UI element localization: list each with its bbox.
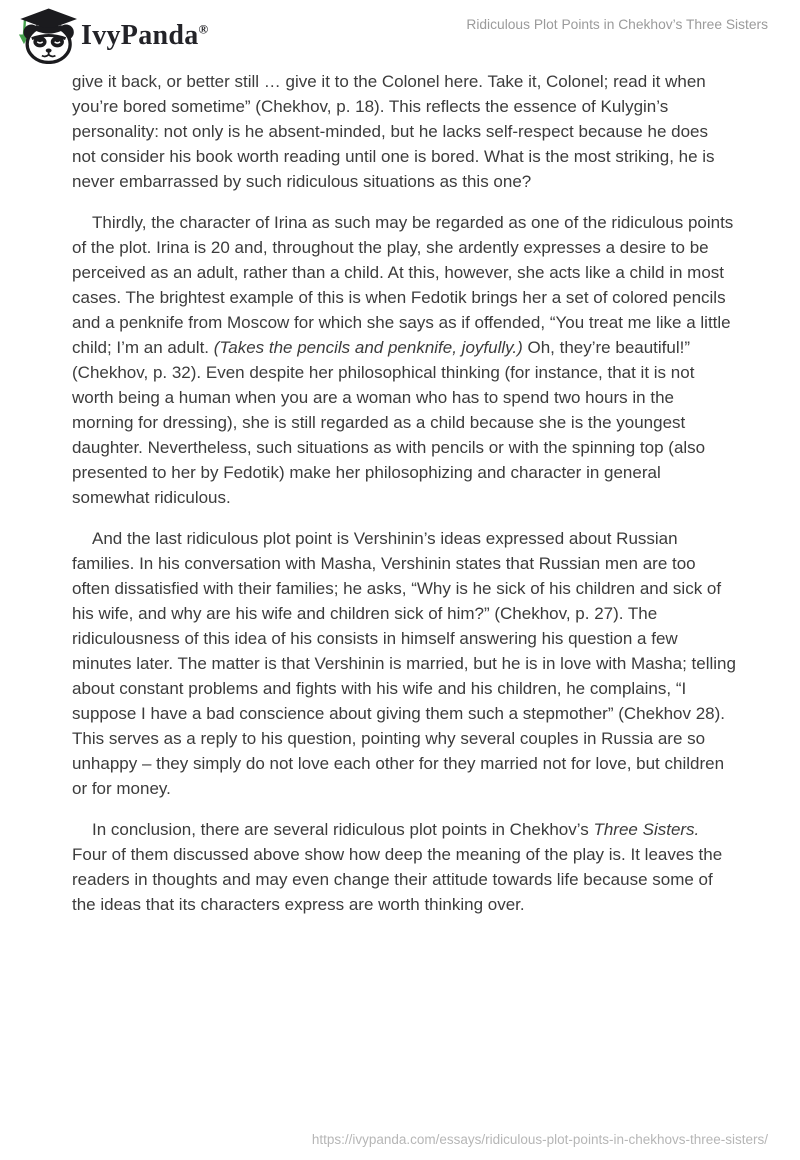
paragraph-text-segment: In conclusion, there are several ridiculous plot points in Chekhov’s (92, 820, 594, 839)
source-url-link[interactable]: https://ivypanda.com/essays/ridiculous-plot-points-in-chekhovs-three-sisters/ (311, 1132, 768, 1147)
paragraph-text-segment: Thirdly, the character of Irina as such may be regarded as one of the ridiculous points of the plot. Irina is 20 and, throughout the play, she ardently expresses a desire to be perceived as an adult, rather than a child. At this, however, she acts like a child in most cases. The brightest example of this is when Fedotik brings her a set of colored pencils and a penknife from Moscow for which she says as if offended, “You treat me like a little child; I’m an adult. (72, 213, 734, 357)
essay-paragraph (72, 526, 736, 801)
brand-name (81, 20, 209, 52)
italic-text-segment: (Takes the pencils and penknife, joyfully.) (213, 338, 523, 357)
document-title: Ridiculous Plot Points in Chekhov’s Three Sisters (466, 17, 768, 32)
italic-text-segment: Three Sisters. (593, 820, 700, 839)
paragraph-text-segment: Four of them discussed above show how deep the meaning of the play is. It leaves the readers in thoughts and may even change their attitude towards life because some of the ideas that its characters express are worth thinking over. (72, 845, 723, 914)
paragraph-text-segment: Oh, they’re beautiful!” (Chekhov, p. 32). Even despite her philosophical thinking (for instance, that it is not worth being a human when you are a woman who has to spend two hours in the morning for dressing), she is still regarded as a child because she is the youngest daughter. Nevertheless, such situations as with pencils or with the spinning top (also presented to her by Fedotik) make her philosophizing and character in general somewhat ridiculous. (72, 338, 706, 507)
essay-body (72, 69, 736, 933)
page-header (13, 6, 768, 64)
ivypanda-logo (13, 6, 209, 64)
panda-graduate-icon (13, 6, 77, 64)
paragraph-text-segment: And the last ridiculous plot point is Vershinin’s ideas expressed about Russian families. In his conversation with Masha, Vershinin states that Russian men are too often dissatisfied with their families; he asks, “Why is he sick of his children and sick of his wife, and why are his wife and children sick of him?” (Chekhov, p. 27). The ridiculousness of this idea of his consists in himself answering his question a few minutes later. The matter is that Vershinin is married, but he is in love with Masha; telling about constant problems and fights with his wife and his children, he complains, “I suppose I have a bad conscience about giving them such a stepmother” (Chekhov 28). This serves as a reply to his question, pointing why several couples in Russia are so unhappy – they simply do not love each other for they married not for love, but children or for money. (72, 529, 736, 798)
brand-text: IvyPanda (81, 20, 199, 51)
essay-paragraph (72, 69, 736, 194)
paragraph-text-segment: give it back, or better still … give it to the Colonel here. Take it, Colonel; read it when you’re bored sometime” (Chekhov, p. 18). This reflects the essence of Kulygin’s personality: not only is he absent-minded, but he lacks self-respect because he does not consider his book worth reading until one is bored. What is the most striking, he is never embarrassed by such ridiculous situations as this one? (72, 72, 715, 191)
essay-paragraph (72, 817, 736, 917)
essay-paragraph (72, 210, 736, 510)
registered-mark: ® (198, 21, 209, 37)
